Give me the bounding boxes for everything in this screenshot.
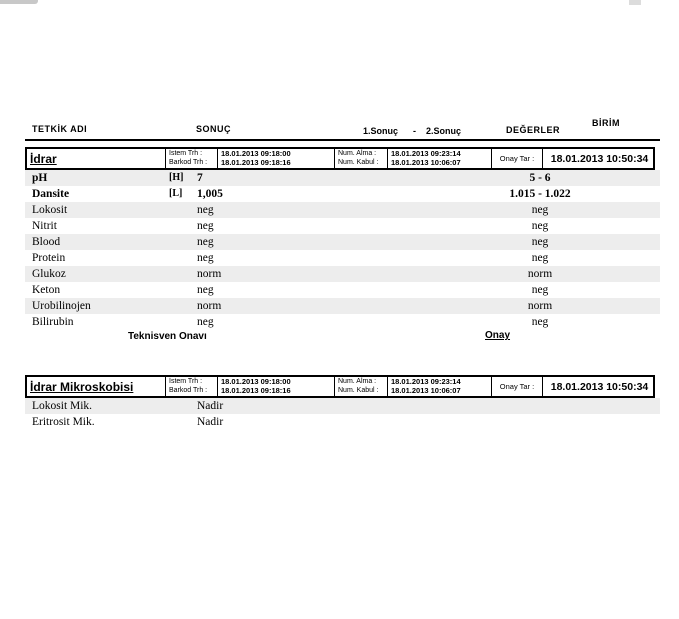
reference-range: neg [531,284,549,296]
report-section [25,375,660,430]
section-title-cell [27,377,166,396]
parameter-name: Keton [32,284,61,296]
reference-range: norm [527,268,553,280]
num-alma-label: Num. Alma : [338,150,377,157]
istem-trh-value: 18.01.2013 09:18:00 [221,149,291,158]
parameter-name: Lokosit [32,204,68,216]
reference-range: neg [531,220,549,232]
sections-container [25,147,660,430]
num-kabul-label: Num. Kabul : [338,158,379,166]
parameter-name: Protein [32,252,66,264]
reference-range: 5 - 6 [529,172,551,184]
reference-range: neg [531,236,549,248]
section-title-cell [27,149,166,168]
report-section [25,147,660,346]
column-sonuc2: 2.Sonuç [426,126,462,136]
istem-trh-value: 18.01.2013 09:18:00 [221,377,291,386]
barkod-trh-value: 18.01.2013 09:18:16 [221,385,291,395]
sample-time-labels-cell [335,377,388,396]
section-footer [25,330,660,346]
approval-time-value-cell [543,377,653,396]
result-row [25,398,660,414]
result-row [25,298,660,314]
result-value: norm [197,300,222,312]
approval-time-label-cell [492,377,543,396]
sample-time-values-cell [388,377,492,396]
result-rows [25,170,660,330]
reference-range: neg [531,252,549,264]
order-time-values-cell [218,149,335,168]
scan-artifact [0,0,38,4]
barkod-trh-value: 18.01.2013 09:18:16 [221,157,291,167]
parameter-name: Dansite [32,188,70,200]
reference-range: neg [531,316,549,328]
approve-label: Onay [485,330,511,341]
parameter-name: Bilirubin [32,316,74,328]
sample-time-values-cell [388,149,492,168]
result-value: neg [197,284,214,296]
num-kabul-value: 18.01.2013 10:06:07 [391,157,461,167]
num-kabul-value: 18.01.2013 10:06:07 [391,385,461,395]
parameter-name: Nitrit [32,220,57,232]
result-value: neg [197,204,214,216]
parameter-name: pH [32,172,48,184]
column-degerler: DEĞERLER [506,125,561,135]
section-title: İdrar Mikroskobisi [30,379,134,394]
order-time-values-cell [218,377,335,396]
reference-range: 1.015 - 1.022 [509,188,571,200]
parameter-name: Glukoz [32,268,66,280]
parameter-name: Eritrosit Mik. [32,416,95,428]
parameter-name: Lokosit Mik. [32,400,93,412]
result-value: 7 [197,172,203,184]
num-alma-value: 18.01.2013 09:23:14 [391,377,461,386]
sample-time-labels-cell [335,149,388,168]
result-row [25,314,660,330]
result-value: neg [197,252,214,264]
result-row [25,282,660,298]
onay-tar-label: Onay Tar : [499,382,535,391]
section-header-bar [25,147,655,170]
istem-trh-label: İstem Trh : [169,150,203,157]
reference-range: norm [527,300,553,312]
istem-trh-label: İstem Trh : [169,378,203,385]
scan-artifact [629,0,641,5]
result-row [25,266,660,282]
result-flag: [L] [169,188,183,199]
reference-range: neg [531,204,549,216]
barkod-trh-label: Barkod Trh : [169,158,208,166]
technician-approval-label: Teknisven Onavı [128,331,207,342]
onay-tar-value: 18.01.2013 10:50:34 [550,152,649,165]
onay-tar-label: Onay Tar : [499,154,535,163]
num-alma-label: Num. Alma : [338,378,377,385]
column-sonuc: SONUÇ [196,124,232,134]
result-value: 1,005 [197,188,223,200]
result-row [25,202,660,218]
result-value: neg [197,220,214,232]
num-kabul-label: Num. Kabul : [338,386,379,394]
result-value: Nadir [197,400,224,412]
column-sonuc1: 1.Sonuç [363,126,399,136]
onay-tar-value: 18.01.2013 10:50:34 [550,380,649,393]
num-alma-value: 18.01.2013 09:23:14 [391,149,461,158]
barkod-trh-label: Barkod Trh : [169,386,208,394]
order-time-labels-cell [166,149,218,168]
order-time-labels-cell [166,377,218,396]
result-value: Nadir [197,416,224,428]
column-birim: BİRİM [592,118,620,128]
result-value: neg [197,236,214,248]
result-value: neg [197,316,214,328]
result-row [25,170,660,186]
column-header-row [25,112,660,141]
approval-time-value-cell [543,149,653,168]
section-title: İdrar [30,151,57,166]
result-row [25,234,660,250]
section-header-bar [25,375,655,398]
result-row [25,218,660,234]
result-row [25,186,660,202]
column-dash: - [413,126,416,136]
result-flag: [H] [169,172,184,183]
parameter-name: Blood [32,236,61,248]
parameter-name: Urobilinojen [32,300,91,312]
result-rows [25,398,660,430]
column-tetkik-adi: TETKİK ADI [32,124,88,134]
result-row [25,414,660,430]
result-row [25,250,660,266]
result-value: norm [197,268,222,280]
approval-time-label-cell [492,149,543,168]
